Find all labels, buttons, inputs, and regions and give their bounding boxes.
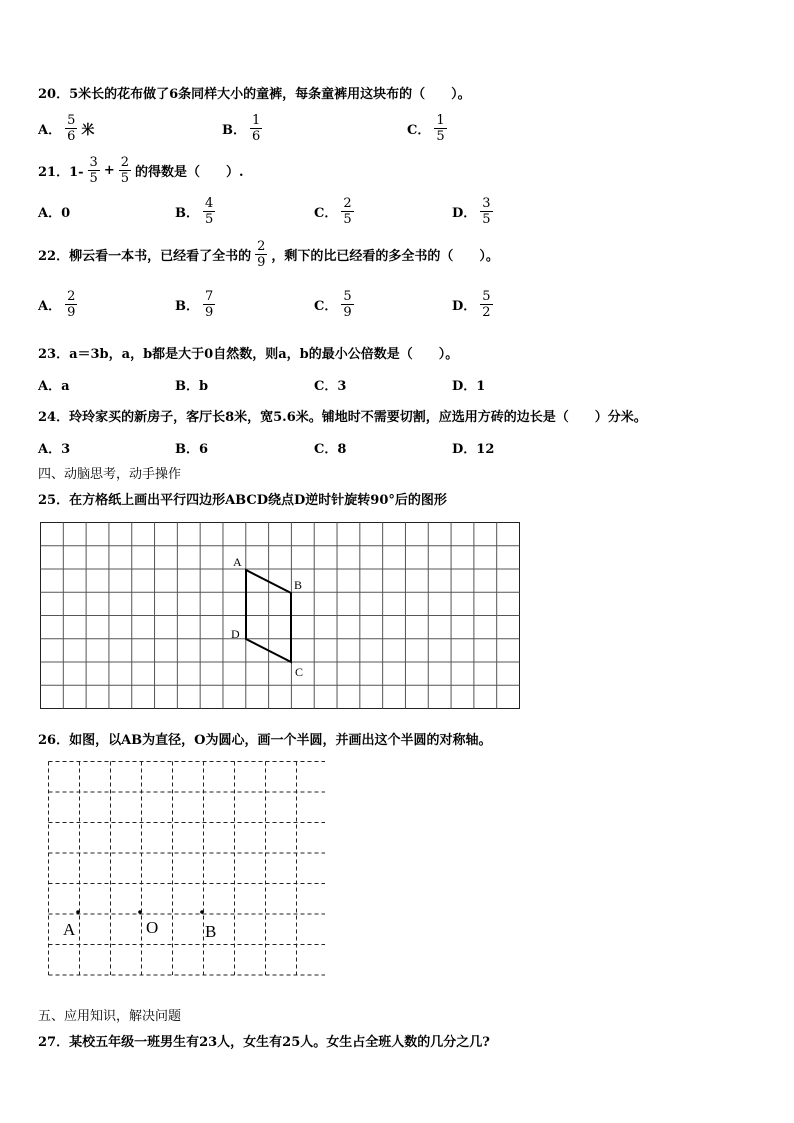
- option-c: [407, 108, 447, 148]
- option-d: D．1: [452, 379, 486, 394]
- question-23: 23．a＝3b，a，b都是大于0自然数，则a，b的最小公倍数是（ ）。: [38, 347, 459, 362]
- point-label-b: B: [205, 922, 217, 941]
- operator: +: [103, 162, 115, 178]
- stem-suffix: ，剩下的比已经看的多全书的（ ）。: [271, 248, 499, 264]
- option-b: B．b: [175, 379, 209, 394]
- fraction: $\frac{5}{9}$: [343, 288, 352, 320]
- option-label: B．: [222, 122, 246, 138]
- option-d: [452, 191, 493, 231]
- question-26: 26．如图，以AB为直径，O为圆心，画一个半圆，并画出这个半圆的对称轴。: [38, 733, 492, 748]
- question-21-options: [38, 191, 758, 231]
- question-21-stem: [38, 150, 244, 190]
- fraction: $\frac{4}{5}$: [205, 195, 214, 227]
- point-a: [76, 910, 80, 914]
- option-label: A．: [38, 298, 62, 314]
- question-24: 24．玲玲家买的新房子，客厅长8米，宽5.6米。铺地时不需要切割，应选用方砖的边长是（ ）分米。: [38, 410, 647, 425]
- point-b: [200, 910, 204, 914]
- option-label: C．: [314, 298, 338, 314]
- fraction: $\frac{3}{5}$: [482, 195, 491, 227]
- dashed-grid-figure: [47, 760, 325, 978]
- option-a: [38, 284, 77, 324]
- option-d: [452, 284, 493, 324]
- stem-prefix: 22．柳云看一本书，已经看了全书的: [38, 248, 252, 264]
- option-label: D．: [452, 205, 477, 221]
- option-unit: 米: [81, 122, 95, 138]
- option-b: [175, 191, 215, 231]
- option-d: D．12: [452, 442, 495, 457]
- fraction: $\frac{2}{9}$: [257, 238, 266, 270]
- option-b: [222, 108, 262, 148]
- option-a: [38, 108, 94, 148]
- square-grid-figure: [38, 520, 522, 712]
- section-heading-4: 四、动脑思考，动手操作: [38, 467, 182, 482]
- point-label-a: A: [63, 920, 76, 939]
- option-label: A．: [38, 122, 62, 138]
- stem-prefix: 21．1-: [38, 164, 84, 180]
- fraction: $\frac{1}{5}$: [436, 112, 445, 144]
- point-label-o: O: [146, 918, 159, 937]
- option-a: [38, 191, 70, 231]
- option-label: B．: [175, 205, 199, 221]
- dashed-grid: [49, 762, 326, 976]
- option-c: C．8: [314, 442, 347, 457]
- option-c: [314, 284, 354, 324]
- vertex-label-c: C: [295, 665, 304, 679]
- question-20: 20．5米长的花布做了6条同样大小的童裤，每条童裤用这块布的（ ）。: [38, 87, 471, 102]
- stem-suffix: 的得数是（ ）.: [135, 164, 244, 180]
- question-20-options: [38, 108, 758, 148]
- fraction: $\frac{2}{5}$: [343, 195, 352, 227]
- option-c: C．3: [314, 379, 347, 394]
- fraction: $\frac{3}{5}$: [89, 154, 98, 186]
- option-b: [175, 284, 215, 324]
- vertex-label-a: A: [233, 555, 242, 569]
- fraction: $\frac{5}{2}$: [482, 288, 491, 320]
- fraction: $\frac{2}{5}$: [120, 154, 130, 186]
- option-label: C．: [407, 122, 431, 138]
- question-27: 27．某校五年级一班男生有23人，女生有25人。女生占全班人数的几分之几?: [38, 1035, 490, 1050]
- question-22-stem: [38, 234, 499, 274]
- option-label: D．: [452, 298, 477, 314]
- question-22: [38, 234, 758, 274]
- option-b: B．6: [175, 442, 209, 457]
- fraction: $\frac{7}{9}$: [205, 288, 214, 320]
- vertex-label-d: D: [231, 627, 240, 641]
- vertex-label-b: B: [294, 578, 303, 592]
- option-a: A．a: [38, 379, 70, 394]
- option-label: B．: [175, 298, 199, 314]
- section-heading-5: 五、应用知识，解决问题: [38, 1009, 182, 1024]
- option-label: C．: [314, 205, 338, 221]
- fraction: $\frac{2}{9}$: [67, 288, 76, 320]
- square-grid: [41, 523, 520, 709]
- fraction: $\frac{1}{6}$: [252, 112, 261, 144]
- option-a: A．3: [38, 442, 71, 457]
- option-c: [314, 191, 354, 231]
- question-21: [38, 150, 758, 190]
- question-22-options: [38, 284, 758, 324]
- point-o: [138, 910, 142, 914]
- fraction: $\frac{5}{6}$: [67, 112, 76, 144]
- question-25: 25．在方格纸上画出平行四边形ABCD绕点D逆时针旋转90°后的图形: [38, 493, 447, 508]
- option-label: A．0: [38, 205, 71, 221]
